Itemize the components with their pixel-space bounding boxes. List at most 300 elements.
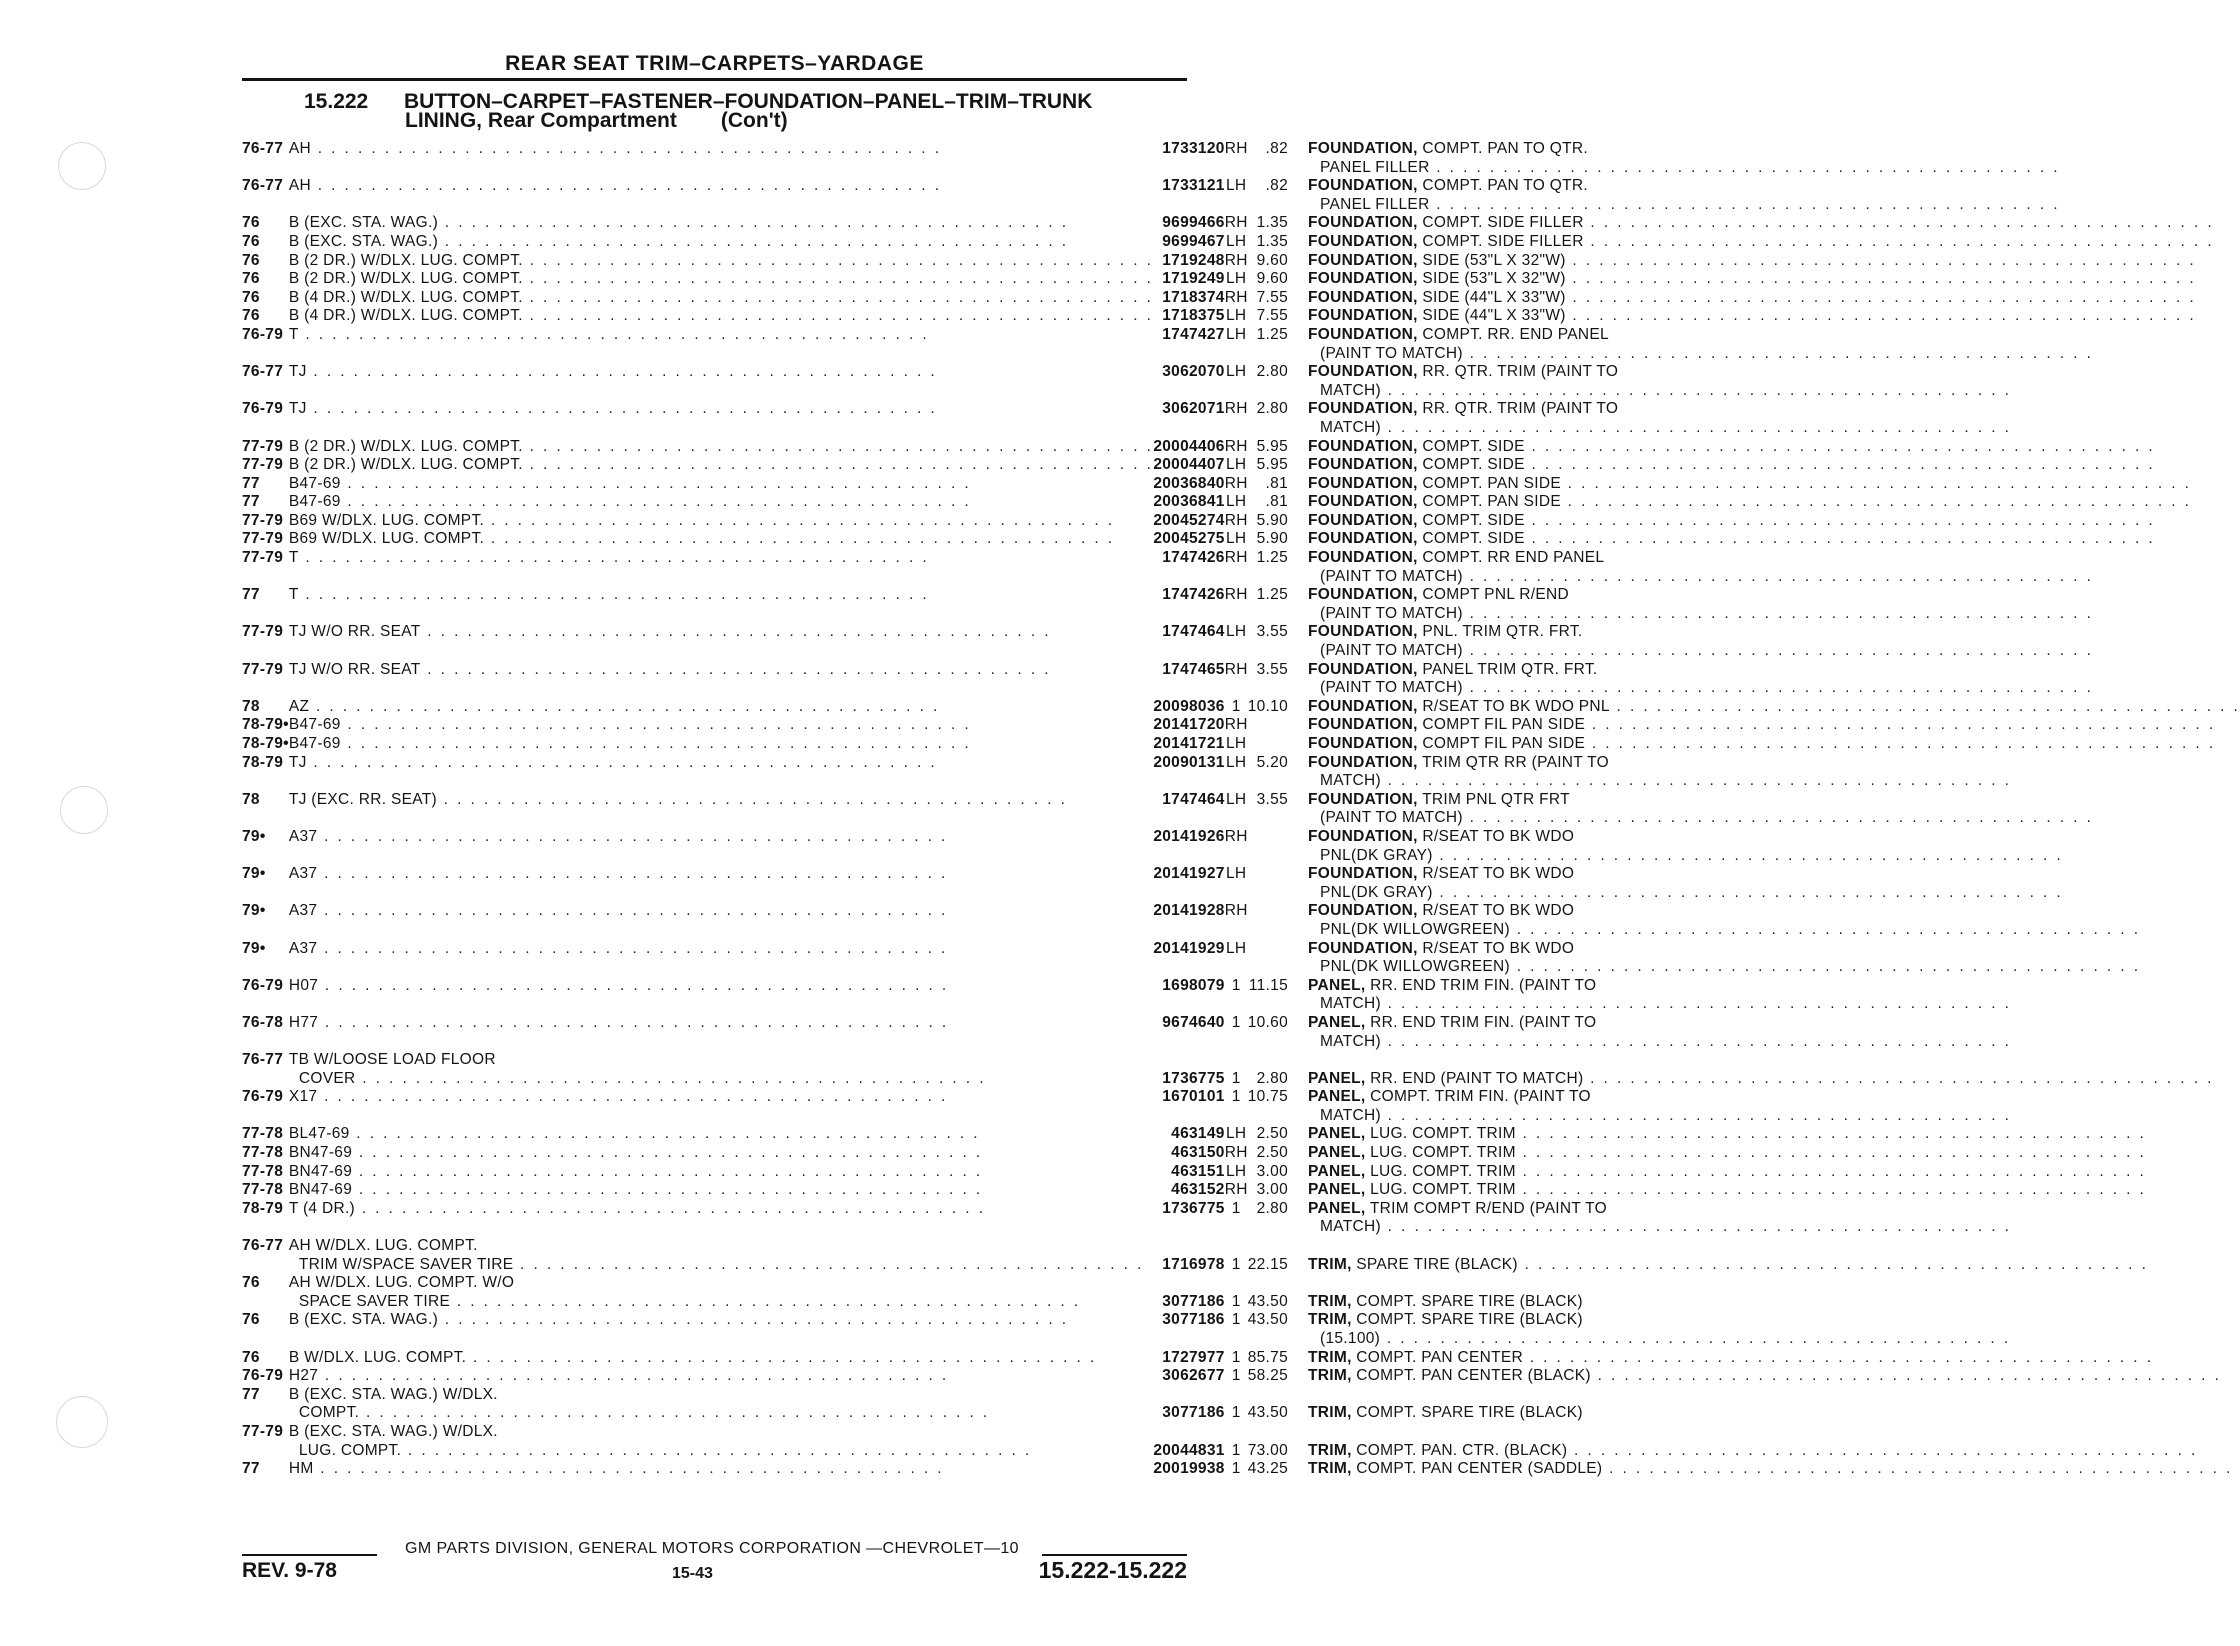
application-cell xyxy=(289,791,1153,810)
section-continued: (Con't) xyxy=(720,109,788,132)
description-keyword: FOUNDATION, xyxy=(1308,288,1418,306)
application-text: B (EXC. STA. WAG.) xyxy=(288,214,439,232)
description-text: RR. QTR. TRIM (PAINT TO xyxy=(1422,363,1619,381)
application-cell xyxy=(289,1144,1153,1163)
description-cell xyxy=(1308,679,2240,698)
leader-dots: . . . . . . . . . . . . . . . . . . . . . . . . . . . . . . . . . . . . . . . . . . . . . . . xyxy=(1583,214,2215,232)
quantity-cell xyxy=(1225,196,1248,215)
description-text: COMPT. PAN CENTER xyxy=(1356,1348,1524,1366)
quantity-cell: 1 xyxy=(1231,1404,1241,1422)
description-cell xyxy=(1308,530,2240,549)
parts-row xyxy=(242,642,2240,661)
part-number-cell: 20045274 xyxy=(1153,511,1225,529)
price-cell xyxy=(1248,884,1308,903)
description-cell xyxy=(1308,1144,2240,1163)
price-cell xyxy=(1248,159,1308,178)
part-number-cell: 1716978 xyxy=(1162,1255,1225,1273)
description-cell xyxy=(1308,605,2240,624)
leader-dots: . . . . . . . . . . . . . . . . . . . . . . . . . . . . . . . . . . . . . . . . . . . . . . . xyxy=(311,140,942,157)
application-cell xyxy=(289,1051,1153,1070)
description-cell xyxy=(1308,865,2240,884)
parts-row xyxy=(242,995,2240,1014)
description-keyword: PANEL, xyxy=(1308,1181,1366,1199)
quantity-cell: RH xyxy=(1224,400,1248,418)
price-cell xyxy=(1248,828,1308,847)
parts-row xyxy=(242,1070,2240,1089)
description-text: R/SEAT TO BK WDO PNL xyxy=(1422,697,1610,715)
leader-dots: . . . . . . . . . . . . . . . . . . . . . . . . . . . . . . . . . . . . . . . . . . . . . . . xyxy=(1462,604,2094,622)
leader-dots: . . . . . . . . . . . . . . . . . . . . . . . . . . . . . . . . . . . . . . . . . . . . . . . xyxy=(1429,158,2060,176)
quantity-cell: LH xyxy=(1225,456,1247,474)
application-text: B (4 DR.) W/DLX. LUG. COMPT. xyxy=(288,307,523,325)
application-cell xyxy=(289,1088,1153,1107)
parts-row xyxy=(242,400,2240,419)
application-cell xyxy=(289,1330,1153,1349)
description-text: COMPT. SPARE TIRE (BLACK) xyxy=(1356,1311,1583,1329)
application-text: AH W/DLX. LUG. COMPT. W/O xyxy=(288,1274,515,1292)
leader-dots: . . . . . . . . . . . . . . . . . . . . . . . . . . . . . . . . . . . . . . . . . . . . . . . xyxy=(522,288,1154,306)
description-keyword: PANEL, xyxy=(1308,976,1366,994)
application-text: B (EXC. STA. WAG.) W/DLX. xyxy=(288,1422,498,1440)
description-keyword: TRIM, xyxy=(1308,1404,1352,1422)
quantity-cell: RH xyxy=(1224,288,1248,306)
description-cell xyxy=(1308,1163,2240,1182)
application-text: TJ W/O RR. SEAT xyxy=(288,660,421,678)
description-keyword: PANEL, xyxy=(1308,1199,1366,1217)
description-cell xyxy=(1308,1274,2240,1293)
description-cell xyxy=(1308,995,2240,1014)
description-cell xyxy=(1308,661,2240,680)
leader-dots: . . . . . . . . . . . . . . . . . . . . . . . . . . . . . . . . . . . . . . . . . . . . . . . xyxy=(438,1311,1069,1329)
parts-row xyxy=(242,363,2240,382)
parts-row xyxy=(242,1014,2240,1033)
leader-dots: . . . . . . . . . . . . . . . . . . . . . . . . . . . . . . . . . . . . . . . . . . . . . . . xyxy=(313,1460,944,1478)
header-rule xyxy=(242,78,1187,81)
part-number-cell: 1747464 xyxy=(1162,790,1225,808)
application-cell xyxy=(289,754,1153,773)
description-keyword: FOUNDATION, xyxy=(1308,493,1418,511)
application-cell xyxy=(289,475,1153,494)
year-cell: 76-77 xyxy=(242,363,284,381)
year-cell: 78-79 xyxy=(242,753,284,771)
quantity-cell xyxy=(1225,568,1248,587)
price-cell: 2.80 xyxy=(1256,1199,1288,1217)
price-cell: 2.50 xyxy=(1256,1144,1288,1162)
description-text: COMPT. SIDE FILLER xyxy=(1422,214,1584,232)
description-keyword: FOUNDATION, xyxy=(1308,214,1418,232)
description-text: COMPT. SIDE xyxy=(1422,456,1525,474)
application-cell xyxy=(289,1311,1153,1330)
part-number-cell: 463149 xyxy=(1171,1125,1225,1143)
parts-row xyxy=(242,289,2240,308)
application-cell xyxy=(289,493,1153,512)
application-cell xyxy=(289,549,1153,568)
part-number-cell: 463150 xyxy=(1171,1144,1225,1162)
parts-row xyxy=(242,1200,2240,1219)
description-text: MATCH) xyxy=(1320,381,1381,399)
parts-row xyxy=(242,214,2240,233)
leader-dots: . . . . . . . . . . . . . . . . . . . . . . . . . . . . . . . . . . . . . . . . . . . . . . . xyxy=(1565,288,2197,306)
part-number-cell xyxy=(1153,1330,1224,1349)
parts-row xyxy=(242,456,2240,475)
description-cell xyxy=(1308,1293,2240,1312)
description-text: PNL(DK WILLOWGREEN) xyxy=(1320,958,1510,976)
leader-dots: . . . . . . . . . . . . . . . . . . . . . . . . . . . . . . . . . . . . . . . . . . . . . . . xyxy=(484,530,1115,548)
parts-row xyxy=(242,1256,2240,1275)
application-text: A37 xyxy=(288,827,318,845)
description-cell xyxy=(1308,252,2240,271)
year-cell: 78-79 xyxy=(242,1199,284,1217)
leader-dots: . . . . . . . . . . . . . . . . . . . . . . . . . . . . . . . . . . . . . . . . . . . . . . . xyxy=(1565,270,2197,288)
leader-dots: . . . . . . . . . . . . . . . . . . . . . . . . . . . . . . . . . . . . . . . . . . . . . . . xyxy=(1462,809,2094,827)
description-text: MATCH) xyxy=(1320,1218,1381,1236)
application-cell xyxy=(289,252,1153,271)
quantity-cell: 1 xyxy=(1231,1199,1241,1217)
price-cell: 5.95 xyxy=(1256,456,1288,474)
quantity-cell: LH xyxy=(1225,1162,1247,1180)
application-cell xyxy=(289,456,1153,475)
year-cell: 76 xyxy=(242,270,260,288)
part-number-cell xyxy=(1153,995,1224,1014)
application-text: A37 xyxy=(288,865,318,883)
description-text: (PAINT TO MATCH) xyxy=(1320,809,1463,827)
year-cell xyxy=(242,1256,289,1275)
price-cell xyxy=(1248,1386,1308,1405)
parts-row xyxy=(242,345,2240,364)
part-number-cell: 3062071 xyxy=(1162,400,1225,418)
quantity-cell: LH xyxy=(1225,623,1247,641)
application-text: B (2 DR.) W/DLX. LUG. COMPT. xyxy=(288,270,523,288)
year-cell xyxy=(242,921,289,940)
quantity-cell xyxy=(1225,1033,1248,1052)
quantity-cell: LH xyxy=(1225,790,1247,808)
part-number-cell: 20098036 xyxy=(1153,697,1225,715)
leader-dots: . . . . . . . . . . . . . . . . . . . . . . . . . . . . . . . . . . . . . . . . . . . . . . . xyxy=(1380,418,2012,436)
footer-division: GM PARTS DIVISION, GENERAL MOTORS CORPORATION —CHEVROLET—10 xyxy=(405,1540,1019,1557)
leader-dots: . . . . . . . . . . . . . . . . . . . . . . . . . . . . . . . . . . . . . . . . . . . . . . . xyxy=(1380,772,2012,790)
application-cell xyxy=(289,809,1153,828)
application-cell xyxy=(289,828,1153,847)
description-cell xyxy=(1308,1107,2240,1126)
application-text: B47-69 xyxy=(288,716,341,734)
description-cell xyxy=(1308,568,2240,587)
part-number-cell: 1736775 xyxy=(1162,1199,1225,1217)
part-number-cell: 20141929 xyxy=(1153,939,1225,957)
description-text: MATCH) xyxy=(1320,1106,1381,1124)
part-number-cell: 463151 xyxy=(1171,1162,1225,1180)
part-number-cell xyxy=(1153,679,1224,698)
price-cell: 2.80 xyxy=(1256,363,1288,381)
quantity-cell xyxy=(1225,382,1248,401)
leader-dots: . . . . . . . . . . . . . . . . . . . . . . . . . . . . . . . . . . . . . . . . . . . . . . . xyxy=(1565,251,2197,269)
part-number-cell xyxy=(1153,196,1224,215)
description-keyword: FOUNDATION, xyxy=(1308,716,1418,734)
description-text: (PAINT TO MATCH) xyxy=(1320,642,1463,660)
application-cell xyxy=(289,1423,1153,1442)
application-cell xyxy=(289,214,1153,233)
quantity-cell: RH xyxy=(1224,140,1248,157)
quantity-cell: RH xyxy=(1224,827,1248,845)
description-cell xyxy=(1308,419,2240,438)
description-text: SIDE (44"L X 33"W) xyxy=(1422,288,1566,306)
application-cell xyxy=(289,159,1153,178)
leader-dots: . . . . . . . . . . . . . . . . . . . . . . . . . . . . . . . . . . . . . . . . . . . . . . . xyxy=(298,325,930,343)
application-cell xyxy=(289,772,1153,791)
parts-row xyxy=(242,549,2240,568)
part-number-cell xyxy=(1153,382,1224,401)
year-cell: 79• xyxy=(242,902,266,920)
leader-dots: . . . . . . . . . . . . . . . . . . . . . . . . . . . . . . . . . . . . . . . . . . . . . . . xyxy=(1523,1348,2154,1366)
application-cell xyxy=(289,921,1153,940)
description-cell xyxy=(1308,1070,2240,1089)
leader-dots: . . . . . . . . . . . . . . . . . . . . . . . . . . . . . . . . . . . . . . . . . . . . . . . xyxy=(1609,697,2240,715)
application-cell xyxy=(289,847,1153,866)
price-cell: 5.90 xyxy=(1256,511,1288,529)
application-cell xyxy=(289,1460,1153,1479)
description-keyword: FOUNDATION, xyxy=(1308,865,1418,883)
application-text: TJ xyxy=(288,400,307,418)
parts-row xyxy=(242,772,2240,791)
description-cell xyxy=(1308,1404,2240,1423)
application-cell xyxy=(289,400,1153,419)
quantity-cell xyxy=(1225,1386,1248,1405)
part-number-cell xyxy=(1153,159,1224,178)
leader-dots: . . . . . . . . . . . . . . . . . . . . . . . . . . . . . . . . . . . . . . . . . . . . . . . xyxy=(1524,530,2156,548)
parts-row xyxy=(242,605,2240,624)
leader-dots: . . . . . . . . . . . . . . . . . . . . . . . . . . . . . . . . . . . . . . . . . . . . . . . xyxy=(359,1404,990,1422)
application-cell xyxy=(289,1070,1153,1089)
part-number-cell xyxy=(1153,772,1224,791)
quantity-cell xyxy=(1225,1274,1248,1293)
part-number-cell: 1747464 xyxy=(1162,623,1225,641)
part-number-cell: 3062070 xyxy=(1162,363,1225,381)
year-cell: 79• xyxy=(242,939,266,957)
application-text: H77 xyxy=(288,1013,319,1031)
year-cell: 77-78 xyxy=(242,1144,284,1162)
price-cell: 5.95 xyxy=(1256,437,1288,455)
description-cell xyxy=(1308,809,2240,828)
quantity-cell xyxy=(1225,1051,1248,1070)
part-number-cell: 9699466 xyxy=(1162,214,1225,232)
parts-row xyxy=(242,716,2240,735)
part-number-cell: 20044831 xyxy=(1153,1441,1225,1459)
price-cell: 85.75 xyxy=(1247,1348,1288,1366)
description-text: COMPT. SIDE FILLER xyxy=(1422,232,1584,250)
application-cell xyxy=(289,1033,1153,1052)
description-text: COMPT. SPARE TIRE (BLACK) xyxy=(1356,1292,1583,1310)
application-cell xyxy=(289,512,1153,531)
part-number-cell: 20141928 xyxy=(1153,902,1225,920)
description-cell xyxy=(1308,791,2240,810)
leader-dots: . . . . . . . . . . . . . . . . . . . . . . . . . . . . . . . . . . . . . . . . . . . . . . . xyxy=(317,902,948,920)
application-cell xyxy=(289,698,1153,717)
leader-dots: . . . . . . . . . . . . . . . . . . . . . . . . . . . . . . . . . . . . . . . . . . . . . . . xyxy=(522,270,1154,288)
description-keyword: FOUNDATION, xyxy=(1308,660,1418,678)
year-cell: 78 xyxy=(242,697,260,715)
description-keyword: FOUNDATION, xyxy=(1308,549,1418,567)
binder-hole-bottom xyxy=(56,1396,108,1448)
year-cell: 76-79 xyxy=(242,976,284,994)
description-text: RR. QTR. TRIM (PAINT TO xyxy=(1422,400,1619,418)
footer-rule-right xyxy=(1042,1554,1187,1556)
part-number-cell: 1719249 xyxy=(1162,270,1225,288)
part-number-cell: 1733121 xyxy=(1162,177,1225,195)
description-text: SIDE (53"L X 32"W) xyxy=(1422,270,1566,288)
leader-dots: . . . . . . . . . . . . . . . . . . . . . . . . . . . . . . . . . . . . . . . . . . . . . . . xyxy=(1380,1032,2012,1050)
year-cell xyxy=(242,847,289,866)
parts-row xyxy=(242,791,2240,810)
price-cell: 3.55 xyxy=(1256,790,1288,808)
application-cell xyxy=(289,1014,1153,1033)
year-cell: 76 xyxy=(242,214,260,232)
description-text: COMPT. TRIM FIN. (PAINT TO xyxy=(1370,1088,1591,1106)
part-number-cell xyxy=(1153,1423,1224,1442)
part-number-cell xyxy=(1153,1218,1224,1237)
price-cell xyxy=(1248,865,1308,884)
year-cell: 76 xyxy=(242,1348,260,1366)
application-text: B (EXC. STA. WAG.) W/DLX. xyxy=(288,1385,498,1403)
leader-dots: . . . . . . . . . . . . . . . . . . . . . . . . . . . . . . . . . . . . . . . . . . . . . . . xyxy=(1515,1144,2147,1162)
application-cell xyxy=(289,438,1153,457)
description-keyword: FOUNDATION, xyxy=(1308,586,1418,604)
price-cell xyxy=(1248,568,1308,587)
year-cell: 76-79 xyxy=(242,400,284,418)
application-cell xyxy=(289,642,1153,661)
leader-dots: . . . . . . . . . . . . . . . . . . . . . . . . . . . . . . . . . . . . . . . . . . . . . . . xyxy=(522,456,1154,474)
application-cell xyxy=(289,289,1153,308)
parts-row xyxy=(242,159,2240,178)
application-text: B47-69 xyxy=(288,474,341,492)
description-keyword: FOUNDATION, xyxy=(1308,790,1418,808)
price-cell: 3.55 xyxy=(1256,623,1288,641)
description-text: (PAINT TO MATCH) xyxy=(1320,344,1463,362)
parts-row xyxy=(242,1311,2240,1330)
leader-dots: . . . . . . . . . . . . . . . . . . . . . . . . . . . . . . . . . . . . . . . . . . . . . . . xyxy=(401,1441,1032,1459)
binder-hole-middle xyxy=(60,786,108,834)
application-cell xyxy=(289,1181,1153,1200)
application-text: H27 xyxy=(288,1367,319,1385)
description-text: R/SEAT TO BK WDO xyxy=(1422,865,1575,883)
application-text: COMPT. xyxy=(298,1404,360,1422)
description-cell xyxy=(1308,382,2240,401)
application-text: B69 W/DLX. LUG. COMPT. xyxy=(288,511,485,529)
description-text: LUG. COMPT. TRIM xyxy=(1370,1162,1516,1180)
year-cell: 78-79• xyxy=(242,716,289,734)
description-text: SIDE (44"L X 33"W) xyxy=(1422,307,1566,325)
price-cell xyxy=(1248,1218,1308,1237)
leader-dots: . . . . . . . . . . . . . . . . . . . . . . . . . . . . . . . . . . . . . . . . . . . . . . . xyxy=(352,1181,983,1199)
leader-dots: . . . . . . . . . . . . . . . . . . . . . . . . . . . . . . . . . . . . . . . . . . . . . . . xyxy=(1380,995,2012,1013)
parts-row xyxy=(242,1274,2240,1293)
year-cell: 77 xyxy=(242,1385,260,1403)
parts-row xyxy=(242,530,2240,549)
parts-row xyxy=(242,233,2240,252)
description-cell xyxy=(1308,140,2240,159)
description-text: TRIM COMPT R/END (PAINT TO xyxy=(1369,1199,1607,1217)
leader-dots: . . . . . . . . . . . . . . . . . . . . . . . . . . . . . . . . . . . . . . . . . . . . . . . xyxy=(1462,344,2094,362)
parts-row xyxy=(242,921,2240,940)
description-cell xyxy=(1308,884,2240,903)
description-cell xyxy=(1308,828,2240,847)
quantity-cell: 1 xyxy=(1231,1292,1241,1310)
description-cell xyxy=(1308,1442,2240,1461)
application-cell xyxy=(289,177,1153,196)
parts-row xyxy=(242,1404,2240,1423)
price-cell: 58.25 xyxy=(1247,1367,1288,1385)
description-cell xyxy=(1308,307,2240,326)
leader-dots: . . . . . . . . . . . . . . . . . . . . . . . . . . . . . . . . . . . . . . . . . . . . . . . xyxy=(1462,679,2094,697)
description-cell xyxy=(1308,159,2240,178)
description-cell xyxy=(1308,1088,2240,1107)
application-text: H07 xyxy=(288,976,319,994)
application-text: TRIM W/SPACE SAVER TIRE xyxy=(298,1255,514,1273)
application-cell xyxy=(289,1386,1153,1405)
part-number-cell: 3077186 xyxy=(1162,1311,1225,1329)
application-cell xyxy=(289,884,1153,903)
description-cell xyxy=(1308,847,2240,866)
application-cell xyxy=(289,1274,1153,1293)
part-number-cell xyxy=(1153,1033,1224,1052)
parts-row xyxy=(242,177,2240,196)
description-text: RR. END TRIM FIN. (PAINT TO xyxy=(1370,976,1597,994)
leader-dots: . . . . . . . . . . . . . . . . . . . . . . . . . . . . . . . . . . . . . . . . . . . . . . . xyxy=(420,660,1051,678)
price-cell xyxy=(1248,809,1308,828)
parts-row xyxy=(242,958,2240,977)
year-cell: 76 xyxy=(242,307,260,325)
application-cell xyxy=(289,270,1153,289)
description-text: MATCH) xyxy=(1320,995,1381,1013)
part-number-cell xyxy=(1153,605,1224,624)
description-text: COMPT. PAN CENTER (BLACK) xyxy=(1356,1367,1591,1385)
description-keyword: FOUNDATION, xyxy=(1308,902,1418,920)
description-cell xyxy=(1308,623,2240,642)
price-cell xyxy=(1248,419,1308,438)
description-text: COMPT. SIDE xyxy=(1422,530,1525,548)
application-text: TJ W/O RR. SEAT xyxy=(288,623,421,641)
description-text: COMPT. SIDE xyxy=(1422,511,1525,529)
year-cell xyxy=(242,884,289,903)
description-text: MATCH) xyxy=(1320,418,1381,436)
application-cell xyxy=(289,1237,1153,1256)
leader-dots: . . . . . . . . . . . . . . . . . . . . . . . . . . . . . . . . . . . . . . . . . . . . . . . xyxy=(318,976,949,994)
description-keyword: FOUNDATION, xyxy=(1308,140,1418,157)
description-text: LUG. COMPT. TRIM xyxy=(1370,1144,1516,1162)
parts-row xyxy=(242,1033,2240,1052)
leader-dots: . . . . . . . . . . . . . . . . . . . . . . . . . . . . . . . . . . . . . . . . . . . . . . . xyxy=(317,865,948,883)
description-keyword: FOUNDATION, xyxy=(1308,307,1418,325)
description-text: COMPT. PAN TO QTR. xyxy=(1422,140,1588,157)
parts-row xyxy=(242,661,2240,680)
leader-dots: . . . . . . . . . . . . . . . . . . . . . . . . . . . . . . . . . . . . . . . . . . . . . . . xyxy=(317,1088,948,1106)
description-cell xyxy=(1308,754,2240,773)
description-text: PNL(DK GRAY) xyxy=(1320,846,1433,864)
part-number-cell: 20141721 xyxy=(1153,735,1225,752)
price-cell: 9.60 xyxy=(1256,251,1288,269)
parts-row xyxy=(242,1237,2240,1256)
description-cell xyxy=(1308,902,2240,921)
application-text: AZ xyxy=(288,697,310,715)
part-number-cell xyxy=(1153,1237,1224,1256)
year-cell xyxy=(242,419,289,438)
quantity-cell xyxy=(1225,345,1248,364)
part-number-cell xyxy=(1153,884,1224,903)
leader-dots: . . . . . . . . . . . . . . . . . . . . . . . . . . . . . . . . . . . . . . . . . . . . . . . xyxy=(352,1144,983,1162)
description-cell xyxy=(1308,1311,2240,1330)
description-text: MATCH) xyxy=(1320,772,1381,790)
year-cell: 76-77 xyxy=(242,1237,284,1255)
description-cell xyxy=(1308,1218,2240,1237)
leader-dots: . . . . . . . . . . . . . . . . . . . . . . . . . . . . . . . . . . . . . . . . . . . . . . . xyxy=(1510,920,2141,938)
